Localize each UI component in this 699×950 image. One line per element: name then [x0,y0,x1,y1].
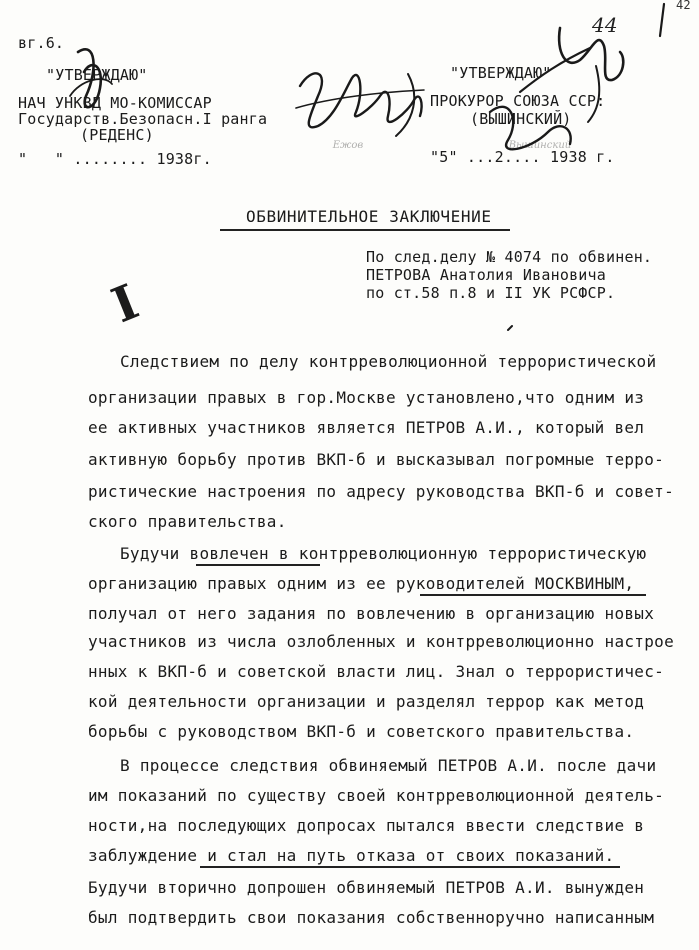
case-info-line-1: По след.делу № 4074 по обвинен. [366,248,653,266]
body-line: Будучи вторично допрошен обвиняемый ПЕТРОВ А.И. вынужден [88,878,645,897]
vyshinsky-signature-glyph [559,28,623,80]
right-approval-date: "5" ...2.... 1938 г. [430,148,615,166]
vyshinsky-signature-name: Вышинский [508,140,572,151]
left-approve-label: "УТВЕРЖДАЮ" [46,66,148,84]
body-line: Следствием по делу контрреволюционной террористической [120,352,657,371]
archive-ref: вг.6. [18,34,65,52]
body-line: организацию правых одним из ее руководителей МОСКВИНЫМ, [88,574,635,593]
right-approve-label: "УТВЕРЖДАЮ" [450,64,552,82]
case-info-line-3: по ст.58 п.8 и II УК РСФСР. [366,284,616,302]
body-line: заблуждение и стал на путь отказа от своих показаний. [88,846,615,865]
left-approver-line-1: НАЧ УНКВД МО-КОМИССАР [18,94,212,112]
body-line: В процессе следствия обвиняемый ПЕТРОВ А.И. после дачи [120,756,657,775]
top-right-pencil-mark [660,4,664,36]
body-line: Будучи вовлечен в контрреволюционную террористическую [120,544,647,563]
vyshinsky-signature-slash [520,48,590,92]
margin-roman-one: I [104,273,147,335]
ezhov-signature-glyph [300,73,422,127]
vyshinsky-signature-tail [588,66,599,122]
ezhov-signature-name: Ежов [332,140,364,151]
left-approver-line-2: Государств.Безопасн.I ранга [18,110,268,128]
body-line: нных к ВКП-б и советской власти лиц. Знал о террористичес- [88,662,665,681]
body-line: организации правых в гор.Москве установлено,что одним из [88,388,645,407]
right-approver-line-2: (ВЫШИНСКИЙ) [470,110,572,128]
body-line: ристические настроения по адресу руководства ВКП-б и совет- [88,482,675,501]
body-line: ности,на последующих допросах пытался ввести следствие в [88,816,645,835]
body-line: ского правительства. [88,512,287,531]
body-line: кой деятельности организации и разделял террор как метод [88,692,645,711]
body-line: участников из числа озлобленных и контрреволюционно настрое [88,632,675,651]
case-info-line-2: ПЕТРОВА Анатолия Ивановича [366,266,606,284]
right-approver-line-1: ПРОКУРОР СОЮЗА ССР: [430,92,606,110]
small-ink-dot [508,326,512,330]
body-line: ее активных участников является ПЕТРОВ А.И., который вел [88,418,645,437]
left-approval-date: " " ........ 1938г. [18,150,212,168]
handwritten-mark: 44 [592,13,618,37]
archive-page-number: 42 [676,0,691,12]
document-title: ОБВИНИТЕЛЬНОЕ ЗАКЛЮЧЕНИЕ [246,207,492,226]
left-approver-line-3: (РЕДЕНС) [80,126,154,144]
body-line: активную борьбу против ВКП-б и высказывал погромные терро- [88,450,665,469]
body-line: был подтвердить свои показания собственноручно написанным [88,908,655,927]
left-signature-glyph [78,49,101,107]
body-line: им показаний по существу своей контрреволюционной деятель- [88,786,665,805]
body-line: борьбы с руководством ВКП-б и советского правительства. [88,722,635,741]
body-line: получал от него задания по вовлечению в организацию новых [88,604,655,623]
